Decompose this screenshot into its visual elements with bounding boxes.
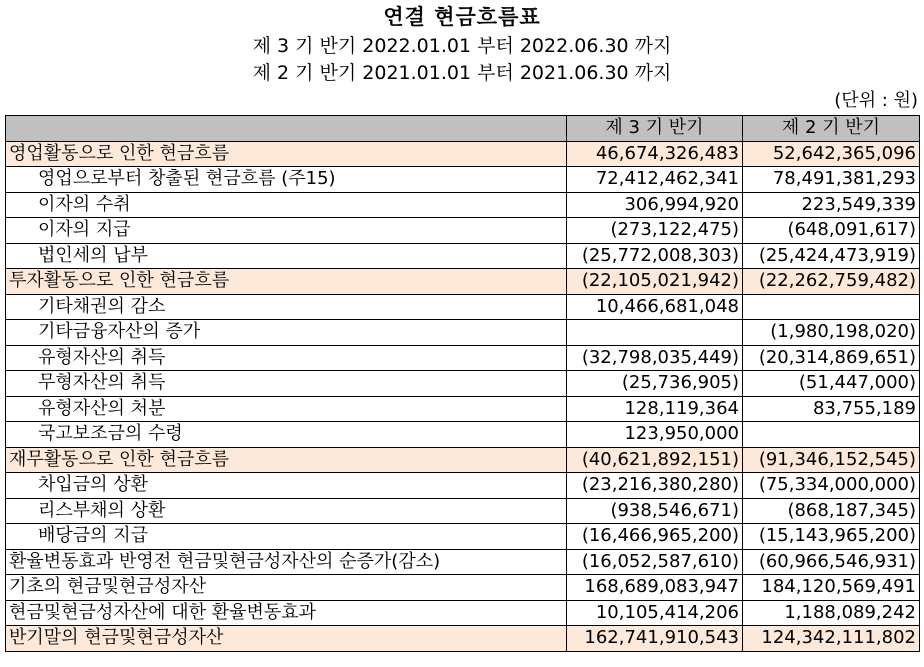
- row-current-value: 306,994,920: [567, 192, 743, 218]
- row-prior-value: (51,447,000): [743, 371, 920, 397]
- row-prior-value: [743, 422, 920, 448]
- row-prior-value: 83,755,189: [743, 396, 920, 422]
- row-prior-value: 1,188,089,242: [743, 600, 920, 626]
- row-label: 투자활동으로 인한 현금흐름: [6, 269, 567, 295]
- table-row: [6, 447, 920, 473]
- row-prior-value: (15,143,965,200): [743, 524, 920, 550]
- row-label: 기타금융자산의 증가: [6, 320, 567, 346]
- row-prior-value: (648,091,617): [743, 218, 920, 244]
- table-row: [6, 626, 920, 652]
- table-row: [6, 218, 920, 244]
- row-current-value: 10,466,681,048: [567, 294, 743, 320]
- row-prior-value: 78,491,381,293: [743, 167, 920, 193]
- row-current-value: [567, 320, 743, 346]
- row-current-value: 46,674,326,483: [567, 141, 743, 167]
- row-prior-value: (91,346,152,545): [743, 447, 920, 473]
- row-current-value: (25,772,008,303): [567, 243, 743, 269]
- row-label: 영업활동으로 인한 현금흐름: [6, 141, 567, 167]
- table-row: [6, 294, 920, 320]
- row-prior-value: (75,334,000,000): [743, 473, 920, 499]
- row-label: 유형자산의 처분: [6, 396, 567, 422]
- row-current-value: 123,950,000: [567, 422, 743, 448]
- table-header-row: [6, 116, 920, 142]
- row-current-value: (40,621,892,151): [567, 447, 743, 473]
- row-prior-value: [743, 294, 920, 320]
- row-current-value: 162,741,910,543: [567, 626, 743, 652]
- row-label: 배당금의 지급: [6, 524, 567, 550]
- row-prior-value: (868,187,345): [743, 498, 920, 524]
- table-row: [6, 167, 920, 193]
- row-current-value: (23,216,380,280): [567, 473, 743, 499]
- table-row: [6, 345, 920, 371]
- row-current-value: 168,689,083,947: [567, 575, 743, 601]
- column-header-current: 제 3 기 반기: [567, 116, 743, 142]
- row-label: 현금및현금성자산에 대한 환율변동효과: [6, 600, 567, 626]
- row-prior-value: 52,642,365,096: [743, 141, 920, 167]
- row-label: 기타채권의 감소: [6, 294, 567, 320]
- row-current-value: (25,736,905): [567, 371, 743, 397]
- row-label: 이자의 지급: [6, 218, 567, 244]
- row-prior-value: 184,120,569,491: [743, 575, 920, 601]
- statement-title: 연결 현금흐름표: [383, 5, 541, 29]
- row-current-value: (273,122,475): [567, 218, 743, 244]
- row-label: 무형자산의 취득: [6, 371, 567, 397]
- row-prior-value: (60,966,546,931): [743, 549, 920, 575]
- table-row: [6, 269, 920, 295]
- table-row: [6, 320, 920, 346]
- table-row: [6, 575, 920, 601]
- table-row: [6, 422, 920, 448]
- row-prior-value: (20,314,869,651): [743, 345, 920, 371]
- row-label: 국고보조금의 수령: [6, 422, 567, 448]
- row-prior-value: 223,549,339: [743, 192, 920, 218]
- row-current-value: (16,466,965,200): [567, 524, 743, 550]
- row-prior-value: (1,980,198,020): [743, 320, 920, 346]
- row-label: 유형자산의 취득: [6, 345, 567, 371]
- table-row: [6, 600, 920, 626]
- row-label: 리스부채의 상환: [6, 498, 567, 524]
- row-current-value: 128,119,364: [567, 396, 743, 422]
- row-current-value: (32,798,035,449): [567, 345, 743, 371]
- table-row: [6, 396, 920, 422]
- table-row: [6, 524, 920, 550]
- row-label: 영업으로부터 창출된 현금흐름 (주15): [6, 167, 567, 193]
- column-header-label: [6, 116, 567, 142]
- period-prior: 제 2 기 반기 2021.01.01 부터 2021.06.30 까지: [252, 62, 672, 84]
- row-label: 법인세의 납부: [6, 243, 567, 269]
- unit-label: (단위 : 원): [834, 90, 918, 111]
- cash-flow-table: [5, 115, 920, 652]
- row-current-value: (22,105,021,942): [567, 269, 743, 295]
- row-label: 재무활동으로 인한 현금흐름: [6, 447, 567, 473]
- row-label: 이자의 수취: [6, 192, 567, 218]
- table-row: [6, 192, 920, 218]
- row-prior-value: (22,262,759,482): [743, 269, 920, 295]
- row-prior-value: (25,424,473,919): [743, 243, 920, 269]
- table-row: [6, 141, 920, 167]
- table-row: [6, 243, 920, 269]
- row-label: 환율변동효과 반영전 현금및현금성자산의 순증가(감소): [6, 549, 567, 575]
- table-row: [6, 473, 920, 499]
- row-current-value: 10,105,414,206: [567, 600, 743, 626]
- row-label: 반기말의 현금및현금성자산: [6, 626, 567, 652]
- row-label: 기초의 현금및현금성자산: [6, 575, 567, 601]
- table-row: [6, 549, 920, 575]
- row-label: 차입금의 상환: [6, 473, 567, 499]
- column-header-prior: 제 2 기 반기: [743, 116, 920, 142]
- row-current-value: 72,412,462,341: [567, 167, 743, 193]
- row-prior-value: 124,342,111,802: [743, 626, 920, 652]
- row-current-value: (16,052,587,610): [567, 549, 743, 575]
- row-current-value: (938,546,671): [567, 498, 743, 524]
- period-current: 제 3 기 반기 2022.01.01 부터 2022.06.30 까지: [252, 35, 672, 57]
- table-row: [6, 371, 920, 397]
- table-row: [6, 498, 920, 524]
